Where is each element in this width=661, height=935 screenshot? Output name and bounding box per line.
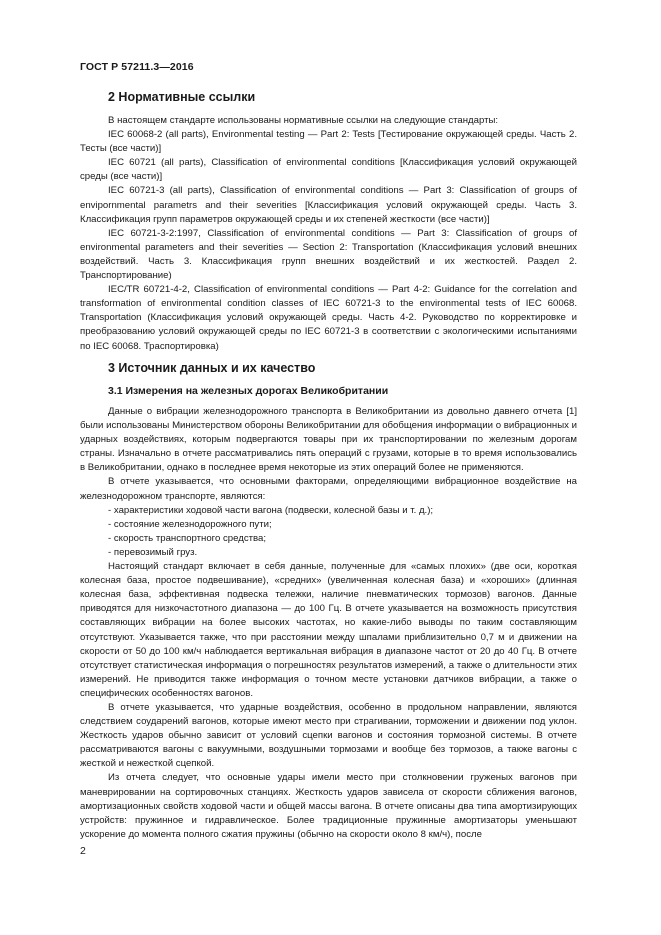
section-2-body [80,114,577,354]
paragraph: Данные о вибрации железнодорожного транспорта в Великобритании из довольно давнего отчета [1] были использованы Министерством обороны Великобритании для обобщения информации о вибрационных и ударных воздействиях, которым подвергаются товары при их транспортировании по железным дорогам страны. Изначально в отчете рассматривались пять операций с грузами, которые в то время использовались в Великобритании, однако в последнее время некоторые из этих операций более не применяются. [80,406,577,474]
page-number: 2 [80,845,86,857]
document-header: ГОСТ Р 57211.3—2016 [80,61,194,73]
section-2-intro: В настоящем стандарте использованы нормативные ссылки на следующие стандарты: [108,115,499,126]
factor-list [80,504,577,560]
reference-item: IEC 60068-2 (all parts), Environmental testing — Part 2: Tests [Тестирование окружающей среды. Часть 2. Тесты (все части)] [80,129,577,155]
list-item: - скорость транспортного средства; [80,532,577,546]
reference-item: IEC 60721-3-2:1997, Classification of environmental conditions — Part 3: Classification of groups of environmental parameters and their severities — Section 2: Transportation (Классификация условий внешних воздействий. Часть 3. Классификация групп внешних воздействий и их жесткостей. Раздел 2. Транспортирование) [80,227,577,282]
list-item: - состояние железнодорожного пути; [80,518,577,532]
list-item: - характеристики ходовой части вагона (подвески, колесной базы и т. д.); [80,504,577,518]
subsection-3-1-title: 3.1 Измерения на железных дорогах Великобритании [108,385,389,397]
paragraph: В отчете указывается, что ударные воздействия, особенно в продольном направлении, являются следствием соударений вагонов, которые имеют место при страгивании, торможении и движении под уклон. Жесткость ударов обычно зависит от условий сцепки вагонов и состояния тормозной системы. В отчете рассматриваются вагоны с вакуумными, воздушными тормозами и вообще без тормозов, а также вагоны с жесткой и нежесткой сцепкой. [80,701,577,770]
paragraph: Настоящий стандарт включает в себя данные, полученные для «самых плохих» (две оси, короткая колесная база, простое подвешивание), «средних» (увеличенная колесная база) и «хороших» (длинная колесная база, эффективная подвеска тележки, наличие пневматических тормозов) вагонов. Данные приводятся для низкочастотного диапазона — до 100 Гц. В отчете указывается на возможность присутствия составляющих вибрации на более высоких частотах, но какие-либо выводы по таким составляющим отсутствуют. Указывается также, что при расстоянии между шпалами приблизительно 0,7 м и движении на скорости от 50 до 100 км/ч наблюдается вертикальная вибрация в диапазоне частот от 20 до 40 Гц. В отчете отсутствует статистическая информация о погрешностях результатов измерений, а также о длительности этих измерений. Не приводится также информация о точном месте установки датчиков вибрации, а также о специфических особенностях вагонов. [80,561,577,699]
reference-item: IEC 60721-3 (all parts), Classification of environmental conditions — Part 3: Classification of groups of envipornmental parametrs and their severities [Классификация условий окружающей среды. Часть 3. Классификация групп параметров окружающей среды и их степеней жесткости (все части)] [80,185,577,225]
reference-item: IEC/TR 60721-4-2, Classification of environmental conditions — Part 4-2: Guidance for the correlation and transformation of environmental condition classes of IEC 60721-3 to the environmental tests of IEC 60068. Transportation (Классификация условий окружающей среды. Часть 4-2. Руководство по корректировке и преобразованию условий окружающей среды по IEC 60721-3 в соответствии с экологическими испытаниями по IEC 60068. Траспортировка) [80,284,577,352]
paragraph: В отчете указывается, что основными факторами, определяющими вибрационное воздействие на железнодорожном транспорте, являются: [80,476,577,502]
section-2-title: 2 Нормативные ссылки [108,90,256,104]
section-3-body [80,405,577,842]
list-item: - перевозимый груз. [80,546,577,560]
paragraph: Из отчета следует, что основные удары имели место при столкновении груженых вагонов при маневрировании на сортировочных станциях. Жесткость ударов зависела от скорости сближения вагонов, амортизационных свойств ходовой части и общей массы вагона. В отчете описаны два типа амортизирующих устройств: пружинное и гидравлическое. Более традиционные пружинные амортизаторы уменьшают ускорение до момента полного сжатия пружины (обычно на скорости около 8 км/ч), после [80,772,577,840]
reference-item: IEC 60721 (all parts), Classification of environmental conditions [Классификация условий окружающей среды (все части)] [80,157,577,183]
section-3-title: 3 Источник данных и их качество [108,361,316,375]
